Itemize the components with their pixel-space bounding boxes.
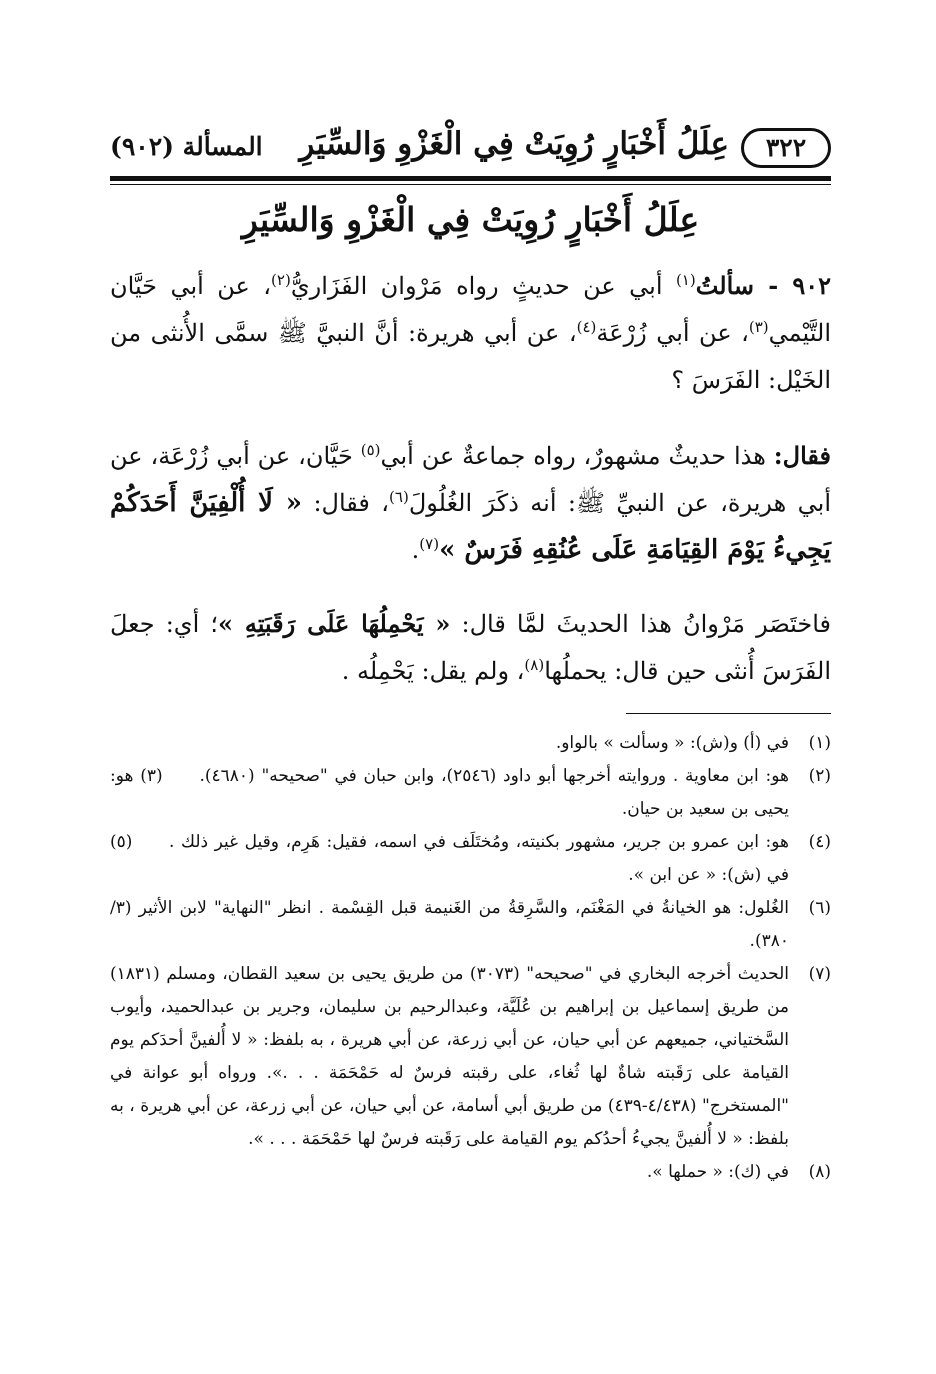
footnote-text: هو: يحيى بن سعيد بن حيان. (110, 766, 789, 819)
footnote-text: في (ش): « عن ابن ». (628, 865, 789, 885)
running-title: عِلَلُ أَخْبَارٍ رُوِيَتْ فِي الْغَزْوِ وَالسِّيَرِ (299, 126, 729, 162)
hadith-quote-short: « يَحْمِلُهَا عَلَى رَقَبَتِهِ » (217, 609, 451, 638)
chapter-title: عِلَلُ أَخْبَارٍ رُوِيَتْ فِي الْغَزْوِ وَالسِّيَرِ (241, 200, 700, 239)
answer-text: . (411, 536, 420, 564)
footnote-ref-6[interactable]: (٦) (389, 488, 409, 506)
question-paragraph (110, 262, 831, 404)
footnote (110, 958, 831, 1156)
explanation-text: ، ولم يقل: يَحْمِلُه . (341, 657, 525, 685)
footnote-ref-7[interactable]: (٧) (419, 535, 440, 553)
footnote (110, 826, 831, 892)
footnote-text: الغُلول: هو الخيانةُ في المَغْنَم، والسَّرِقةُ من الغَنيمة قبل القِسْمة . انظر "النهاية" لابن الأثير (٣/ ٣٨٠). (110, 898, 789, 951)
question-text: ، عن أبي زُرْعَة (596, 319, 749, 347)
explanation-paragraph (110, 600, 831, 695)
footnote-text: في (ك): « حملها ». (646, 1162, 789, 1182)
footnote-number: (٣) (140, 766, 163, 786)
answer-lead: فقال: (773, 441, 831, 470)
issue-lead: ٩٠٢ - سألتُ (695, 271, 831, 300)
footnote (110, 1156, 831, 1189)
footnote-text: في (أ) و(ش): « وسألت » بالواو. (555, 733, 789, 753)
footnote (110, 892, 831, 958)
footnote-ref-1[interactable]: (١) (675, 271, 696, 289)
page-number-badge: ٣٢٢ (741, 128, 831, 168)
answer-text: ، فقال: (302, 489, 390, 517)
footnote-number: (٥) (110, 832, 133, 852)
footnote-ref-8[interactable]: (٨) (524, 656, 545, 674)
answer-text: حَيَّان، عن أبي زُرْعَة، عن أبي هريرة، عن النبيِّ ﷺ: أنه ذكَرَ الغُلُولَ (110, 442, 832, 517)
footnote-number: (٤) (808, 832, 831, 852)
footnote-ref-5[interactable]: (٥) (360, 441, 381, 459)
question-text: ، عن أبي حَيَّان التَّيْمي (110, 272, 831, 347)
answer-paragraph (110, 432, 831, 574)
explanation-text: فاختَصَر مَرْوانُ هذا الحديثَ لمَّا قال: (450, 610, 831, 638)
footnote-number: (٢) (808, 766, 831, 786)
header-rule-thin (110, 184, 831, 185)
footnote-ref-2[interactable]: (٢) (271, 271, 291, 289)
footnote-number: (٧) (808, 964, 831, 984)
issue-label: المسألة (٩٠٢) (110, 132, 263, 161)
footnote-ref-3[interactable]: (٣) (748, 318, 769, 336)
question-text: ، عن أبي هريرة: أنَّ النبيَّ ﷺ سمَّى الأُنثى من الخَيْل: الفَرَسَ ؟ (110, 319, 831, 394)
header-rule-thick (110, 176, 831, 181)
footnote-ref-4[interactable]: (٤) (576, 318, 597, 336)
question-text: أبي عن حديثٍ رواه مَرْوان الفَزَاريُّ (290, 272, 676, 300)
footnote-number: (٨) (808, 1162, 831, 1182)
footnote-text: هو: ابن معاوية . وروايته أخرجها أبو داود (٢٥٤٦)، وابن حبان في "صحيحه" (٤٦٨٠). (199, 766, 790, 786)
running-header (110, 120, 831, 176)
footnote (110, 727, 831, 760)
footnotes (110, 727, 831, 1189)
footnote (110, 760, 831, 826)
footnote-text: الحديث أخرجه البخاري في "صحيحه" (٣٠٧٣) من طريق يحيى بن سعيد القطان، ومسلم (١٨٣١) من طريق إسماعيل بن إبراهيم بن عُلَيَّة، وعبدالرحيم بن سليمان، وجرير بن عبدالحميد، وأيوب السَّختياني، جميعهم عن أبي حيان، عن أبي زرعة، عن أبي هريرة ، به بلفظ: « لا أُلفينَّ أحدَكم يوم القيامة على رَقَبته شاةٌ لها ثُغاء، على رقبته فرسٌ له حَمْحَمَة . . .». ورواه أبو عوانة في "المستخرج" (٤/٤٣٨-٤٣٩) من طريق أبي أسامة، عن أبي حيان، عن أبي زرعة، عن أبي هريرة ، به بلفظ: « لا أُلفينَّ يجيءُ أحدُكم يوم القيامة على رَقَبته فرسٌ لها حَمْحَمَة . . . ». (110, 964, 790, 1149)
footnote-text: هو: ابن عمرو بن جرير، مشهور بكنيته، ومُختَلَف في اسمه، فقيل: هَرِم، وقيل غير ذلك . (169, 832, 789, 852)
footnote-separator (626, 713, 831, 714)
answer-text: هذا حديثٌ مشهورٌ، رواه جماعةٌ عن أبي (380, 442, 774, 470)
hadith-quote: « لَا أُلْفِيَنَّ أَحَدَكُمْ يَجِيءُ يَوْمَ القِيَامَةِ عَلَى عُنُقِهِ فَرَسٌ » (110, 488, 831, 565)
explanation-text: ؛ أي: جعلَ الفَرَسَ أُنثى حين قال: يحملُها (110, 610, 831, 685)
footnote-number: (٦) (808, 898, 831, 918)
footnote-number: (١) (808, 733, 831, 753)
